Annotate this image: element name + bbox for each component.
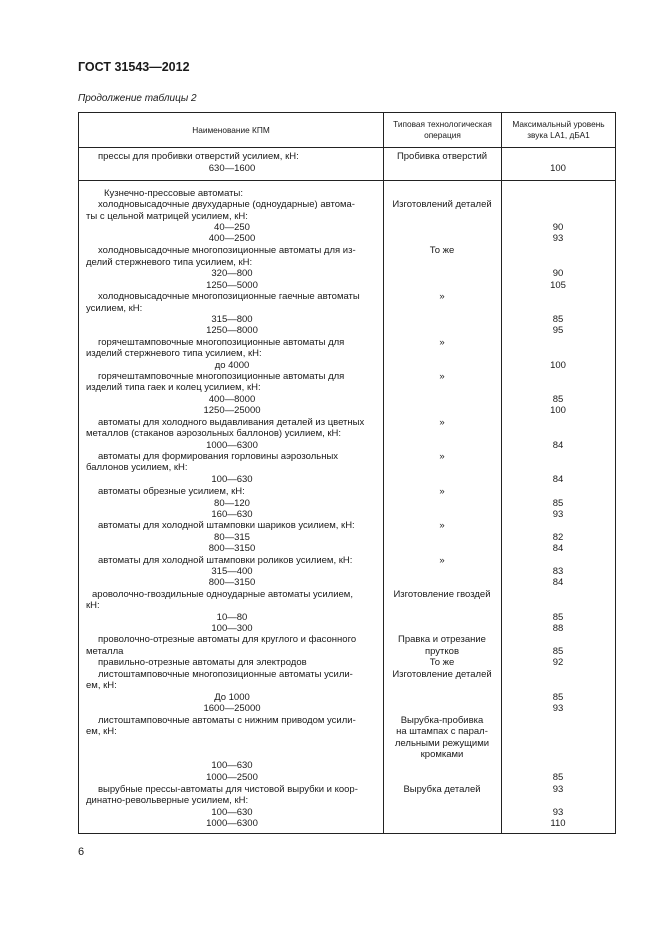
operation-line: Вырубка деталей <box>403 784 481 795</box>
equipment-name-line: автоматы для формирования горловины аэрозольных <box>98 451 339 462</box>
column-header-operation: Типовая технологическая операция <box>393 119 492 140</box>
column-header-name: Наименование КПМ <box>192 124 270 135</box>
sound-level-value: 93 <box>552 703 564 714</box>
equipment-name-line: 1250—5000 <box>206 280 258 291</box>
equipment-name-line: 100—630 <box>211 760 253 771</box>
equipment-name-line: 630—1600 <box>208 163 256 174</box>
sound-level-value: 85 <box>552 498 564 509</box>
equipment-name-line: ем, кН: <box>86 726 117 737</box>
equipment-name-line: делий стержневого типа усилием, кН: <box>86 257 253 268</box>
sound-level-value: 85 <box>552 314 564 325</box>
equipment-name-line: листоштамповочные автоматы с нижним приводом усили- <box>98 715 356 726</box>
equipment-name-line: металлов (стаканов аэрозольных баллонов) усилием, кН: <box>86 428 342 439</box>
operation-line: » <box>439 291 445 302</box>
equipment-name-line: правильно-отрезные автоматы для электродов <box>98 657 307 668</box>
operation-line: кромками <box>420 749 464 760</box>
equipment-name-line: автоматы для холодного выдавливания деталей из цветных <box>98 417 365 428</box>
sound-level-value: 85 <box>552 394 564 405</box>
equipment-name-line: ем, кН: <box>86 680 117 691</box>
operation-line: Вырубка-пробивка <box>400 715 484 726</box>
equipment-name-line: ты с цельной матрицей усилием, кН: <box>86 211 248 222</box>
operation-line: Изготовление деталей <box>392 669 492 680</box>
operation-line: » <box>439 555 445 566</box>
sound-level-value: 92 <box>552 657 564 668</box>
operation-line: Изготовлений деталей <box>392 199 492 210</box>
equipment-name-line: проволочно-отрезные автоматы для круглого и фасонного <box>98 634 357 645</box>
sound-level-value: 93 <box>552 784 564 795</box>
equipment-name-line: металла <box>86 646 124 657</box>
operation-line: » <box>439 520 445 531</box>
sound-level-value: 85 <box>552 612 564 623</box>
sound-level-value: 105 <box>550 280 566 291</box>
equipment-name-line: холодновысадочные многопозиционные гаечные автоматы <box>98 291 360 302</box>
operation-line: » <box>439 451 445 462</box>
operation-line: лельными режущими <box>394 738 490 749</box>
sound-level-value: 110 <box>550 818 566 829</box>
equipment-name-line: 10—80 <box>216 612 248 623</box>
column-header-level: Максимальный уровень звука LA1, дБА1 <box>512 119 605 140</box>
equipment-name-line: листоштамповочные многопозиционные автоматы усили- <box>98 669 353 680</box>
operation-line: Изготовление гвоздей <box>393 589 491 600</box>
sound-level-value: 100 <box>550 405 566 416</box>
sound-level-value: 88 <box>552 623 564 634</box>
operation-line: » <box>439 486 445 497</box>
equipment-name-line: холодновысадочные двухударные (одноударные) автома- <box>98 199 355 210</box>
sound-level-value: 93 <box>552 233 564 244</box>
equipment-name-line: 1000—6300 <box>206 818 258 829</box>
equipment-name-line: 100—300 <box>211 623 253 634</box>
equipment-name-line: кН: <box>86 600 100 611</box>
sound-level-value: 95 <box>552 325 564 336</box>
operation-line: То же <box>429 657 455 668</box>
sound-level-value: 84 <box>552 474 564 485</box>
equipment-name-line: 320—800 <box>211 268 253 279</box>
operation-line: » <box>439 417 445 428</box>
equipment-name-line: 160—630 <box>211 509 253 520</box>
sound-level-value: 90 <box>552 222 564 233</box>
sound-level-value: 100 <box>550 360 566 371</box>
document-id: ГОСТ 31543—2012 <box>78 60 190 74</box>
equipment-name-line: 1000—2500 <box>206 772 258 783</box>
sound-level-value: 100 <box>550 163 566 174</box>
operation-line: » <box>439 337 445 348</box>
equipment-name-line: горячештамповочные многопозиционные автоматы для <box>98 337 345 348</box>
equipment-name-line: до 4000 <box>214 360 250 371</box>
equipment-name-line: вырубные прессы-автоматы для чистовой вырубки и коор- <box>98 784 358 795</box>
equipment-name-line: 80—120 <box>214 498 250 509</box>
operation-line: Пробивка отверстий <box>396 151 488 162</box>
sound-level-value: 84 <box>552 440 564 451</box>
sound-level-value: 82 <box>552 532 564 543</box>
sound-level-value: 85 <box>552 692 564 703</box>
equipment-name-line: изделий типа гаек и колец усилием, кН: <box>86 382 261 393</box>
equipment-name-line: До 1000 <box>214 692 250 703</box>
page-number: 6 <box>78 846 85 858</box>
sound-level-value: 85 <box>552 772 564 783</box>
equipment-name-line: Кузнечно-прессовые автоматы: <box>104 188 243 199</box>
operation-line: То же <box>429 245 455 256</box>
equipment-name-line: 100—630 <box>211 474 253 485</box>
equipment-name-line: прессы для пробивки отверстий усилием, кН: <box>98 151 299 162</box>
equipment-name-line: 40—250 <box>214 222 250 233</box>
equipment-name-line: 800—3150 <box>208 577 256 588</box>
equipment-name-line: усилием, кН: <box>86 303 143 314</box>
operation-line: прутков <box>424 646 459 657</box>
sound-level-value: 85 <box>552 646 564 657</box>
sound-level-value: 93 <box>552 807 564 818</box>
operation-line: Правка и отрезание <box>398 634 486 645</box>
table-continuation-caption: Продолжение таблицы 2 <box>78 93 197 104</box>
equipment-name-line: 1600—25000 <box>203 703 261 714</box>
column-divider <box>383 112 384 834</box>
equipment-name-line: 1000—6300 <box>206 440 258 451</box>
equipment-name-line: динатно-револьверные усилием, кН: <box>86 795 249 806</box>
equipment-name-line: 315—400 <box>211 566 253 577</box>
equipment-name-line: 80—315 <box>214 532 250 543</box>
equipment-name-line: 400—8000 <box>208 394 256 405</box>
equipment-name-line: автоматы обрезные усилием, кН: <box>98 486 245 497</box>
equipment-name-line: 400—2500 <box>208 233 256 244</box>
sound-level-value: 84 <box>552 543 564 554</box>
equipment-name-line: 1250—8000 <box>206 325 258 336</box>
sound-level-value: 93 <box>552 509 564 520</box>
equipment-name-line: автоматы для холодной штамповки шариков усилием, кН: <box>98 520 355 531</box>
equipment-name-line: 315—800 <box>211 314 253 325</box>
sound-level-value: 90 <box>552 268 564 279</box>
equipment-name-line: 1250—25000 <box>203 405 261 416</box>
equipment-name-line: баллонов усилием, кН: <box>86 462 188 473</box>
equipment-name-line: 800—3150 <box>208 543 256 554</box>
sound-level-value: 83 <box>552 566 564 577</box>
equipment-name-line: ароволочно-гвоздильные одноударные автоматы усилием, <box>92 589 353 600</box>
equipment-name-line: автоматы для холодной штамповки роликов усилием, кН: <box>98 555 353 566</box>
equipment-name-line: изделий стержневого типа усилием, кН: <box>86 348 262 359</box>
row-divider <box>78 180 616 181</box>
operation-line: на штампах с парал- <box>396 726 488 737</box>
equipment-name-line: горячештамповочные многопозиционные автоматы для <box>98 371 345 382</box>
sound-level-value: 84 <box>552 577 564 588</box>
header-divider <box>78 147 616 148</box>
column-divider <box>501 112 502 834</box>
equipment-name-line: холодновысадочные многопозиционные автоматы для из- <box>98 245 356 256</box>
operation-line: » <box>439 371 445 382</box>
equipment-name-line: 100—630 <box>211 807 253 818</box>
